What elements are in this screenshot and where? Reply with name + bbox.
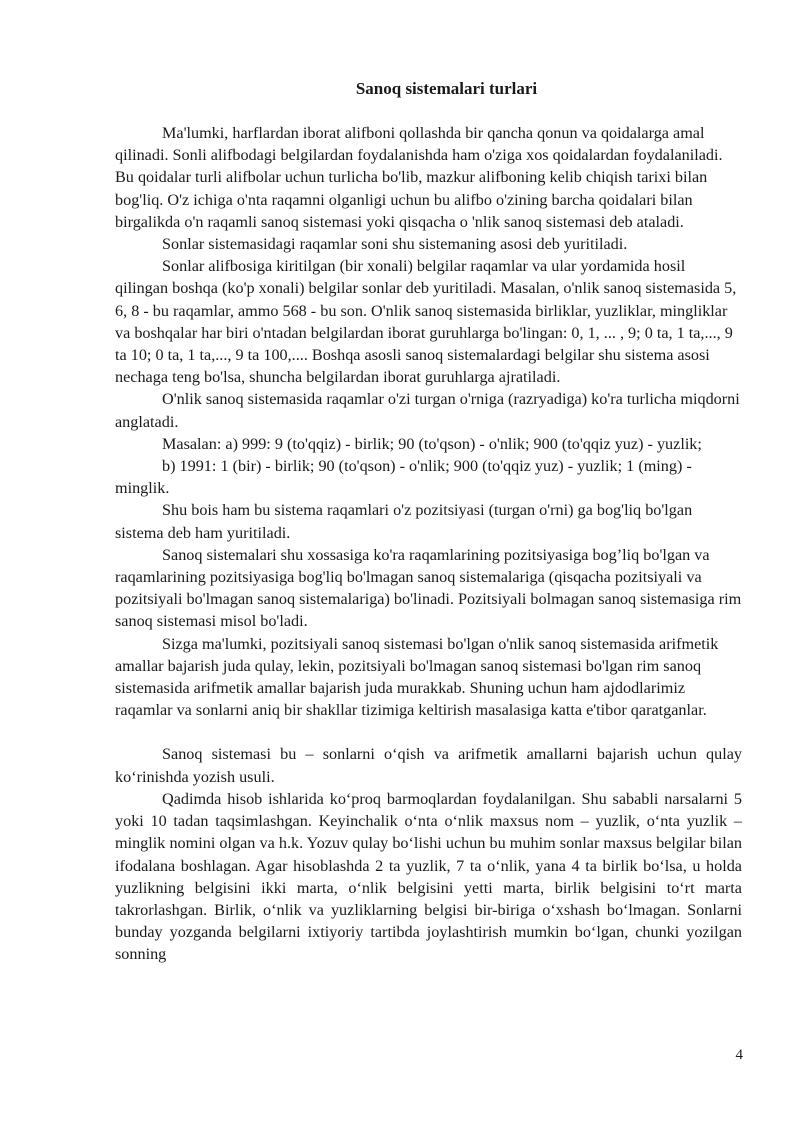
paragraph: Sanoq sistemalari shu xossasiga ko'ra raqamlarining pozitsiyasiga bog’liq bo'lgan va raqamlarining pozitsiyasiga bog'liq bo'lmagan sanoq sistemalariga (qisqacha pozitsiyali va pozitsiyali bo'lmagan sanoq sistemalariga) bo'linadi. Pozitsiyali bolmagan sanoq sistemasiga rim sanoq sistemasi misol bo'ladi. <box>115 545 742 631</box>
paragraph: Qadimda hisob ishlarida ko‘proq barmoqlardan foydalanilgan. Shu sababli narsalarni 5 yoki 10 tadan taqsimlashgan. Keyinchalik o‘nta o‘nlik maxsus nom – yuzlik, o‘nta yuzlik – minglik nomini olgan va h.k. Yozuv qulay bo‘lishi uchun bu muhim sonlar maxsus belgilar bilan ifodalana boshlagan. Agar hisoblashda 2 ta yuzlik, 7 ta o‘nlik, yana 4 ta birlik bo‘lsa, u holda yuzlikning belgisini ikki marta, o‘nlik belgisini yetti marta, birlik belgisini to‘rt marta takrorlashgan. Birlik, o‘nlik va yuzliklarning belgisi bir-biriga o‘xshash bo‘lmagan. Sonlarni bunday yozganda belgilarni ixtiyoriy tartibda joylashtirish mumkin bo‘lgan, chunki yozilgan sonning <box>115 789 742 964</box>
paragraph: Sonlar alifbosiga kiritilgan (bir xonali) belgilar raqamlar va ular yordamida hosil qilingan boshqa (ko'p xonali) belgilar sonlar deb yuritiladi. Masalan, o'nlik sanoq sistemasida 5, 6, 8 - bu raqamlar, ammo 568 - bu son. O'nlik sanoq sistemasida birliklar, yuzliklar, mingliklar va boshqalar har biri o'ntadan belgilardan iborat guruhlarga bo'lingan: 0, 1, ... , 9; 0 ta, 1 ta,..., 9 ta 10; 0 ta, 1 ta,..., 9 ta 100,.... Boshqa asosli sanoq sistemalardagi belgilar shu sistema asosi nechaga teng bo'lsa, shuncha belgilardan iborat guruhlarga ajratiladi. <box>115 257 737 387</box>
paragraph: Sizga ma'lumki, pozitsiyali sanoq sistemasi bo'lgan o'nlik sanoq sistemasida arifmetik amallar bajarish juda qulay, lekin, pozitsiyali bo'lmagan sanoq sistemasi bo'lgan rim sanoq sistemasida arifmetik amallar bajarish juda murakkab. Shuning uchun ham ajdodlarimiz raqamlar va sonlarni aniq bir shakllar tizimiga keltirish masalasiga katta e'tibor qaratganlar. <box>115 634 719 720</box>
page-title: Sanoq sistemalari turlari <box>355 79 538 98</box>
paragraph: Sonlar sistemasidagi raqamlar soni shu sistemaning asosi deb yuritiladi. <box>162 235 628 254</box>
section-2 <box>115 743 742 965</box>
section-spacer <box>115 721 742 743</box>
page-number: 4 <box>735 1047 743 1063</box>
paragraph: Sanoq sistemasi bu – sonlarni o‘qish va arifmetik amallarni bajarish uchun qulay ko‘rinishda yozish usuli. <box>115 745 742 786</box>
paragraph: b) 1991: 1 (bir) - birlik; 90 (to'qson) - o'nlik; 900 (to'qqiz yuz) - yuzlik; 1 (ming) - minglik. <box>115 457 692 498</box>
section-1 <box>115 122 742 721</box>
document-page <box>115 78 742 966</box>
paragraph: Ma'lumki, harflardan iborat alifboni qollashda bir qancha qonun va qoidalarga amal qilinadi. Sonli alifbodagi belgilardan foydalanishda ham o'ziga xos qoidalardan foydalaniladi. Bu qoidalar turli alifbolar uchun turlicha bo'lib, mazkur alifboning kelib chiqish tarixi bilan bog'liq. O'z ichiga o'nta raqamni olganligi uchun bu alifbo o'zining barcha qoidalari bilan birgalikda o'n raqamli sanoq sistemasi yoki qisqacha o 'nlik sanoq sistemasi deb ataladi. <box>115 124 723 231</box>
paragraph: O'nlik sanoq sistemasida raqamlar o'zi turgan o'rniga (razryadiga) ko'ra turlicha miqdorni anglatadi. <box>115 390 740 431</box>
paragraph: Shu bois ham bu sistema raqamlari o'z pozitsiyasi (turgan o'rni) ga bog'liq bo'lgan sistema deb ham yuritiladi. <box>115 501 693 542</box>
paragraph: Masalan: a) 999: 9 (to'qqiz) - birlik; 90 (to'qson) - o'nlik; 900 (to'qqiz yuz) - yuzlik; <box>162 434 702 453</box>
